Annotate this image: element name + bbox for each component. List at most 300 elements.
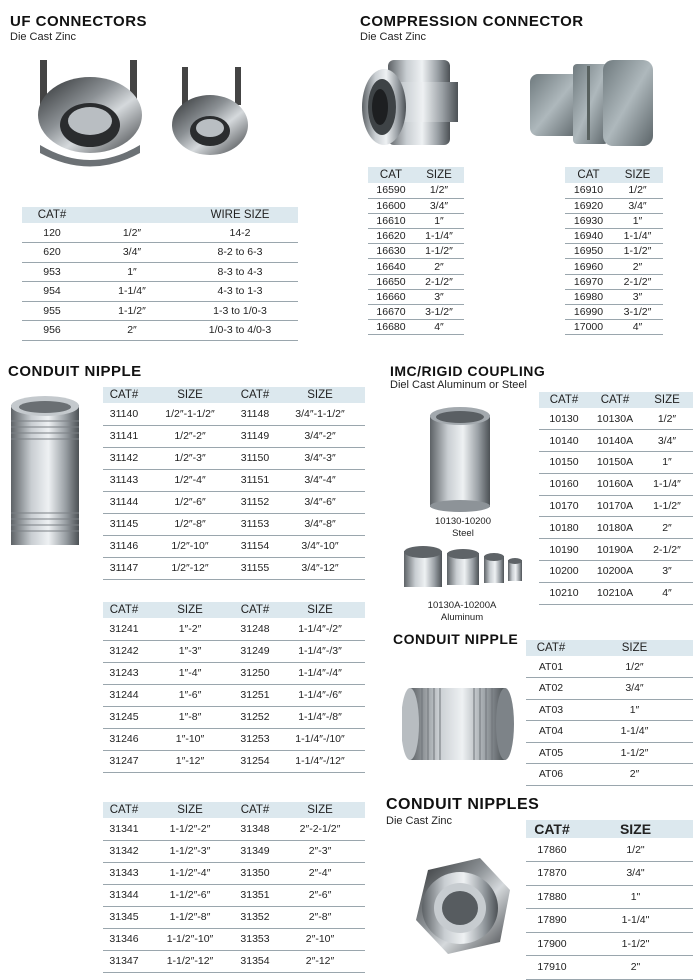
conduit-nipple-1-cell: 3/4″-6″ (275, 491, 365, 513)
uf-cell: 3/4″ (82, 243, 182, 263)
imc-row (539, 473, 693, 495)
imc-cell: 10210 (539, 582, 589, 604)
compression-table-2-header-cat: CAT (565, 167, 612, 183)
compression-table-2-header-size: SIZE (612, 167, 663, 183)
conduit-nipples-cell: 2" (578, 956, 693, 980)
compression-1-row (368, 305, 464, 320)
conduit-nipple-1-row (103, 535, 365, 557)
compression-connector-image-2 (525, 52, 660, 162)
conduit-nipple-2-row (103, 706, 365, 728)
imc-cell: 10140 (539, 430, 589, 452)
imc-header-cat-steel: CAT# (539, 392, 589, 408)
compression-1-cell: 2-1/2″ (414, 274, 464, 289)
conduit-nipple-3-cell: 1-1/2″-8″ (145, 906, 235, 928)
conduit-nipple-1-cell: 31140 (103, 403, 145, 425)
conduit-nipples-cell: 1-1/2" (578, 932, 693, 956)
imc-title: IMC/RIGID COUPLING (390, 363, 546, 379)
uf-row (22, 223, 298, 243)
compression-1-row (368, 320, 464, 335)
cn2-header-size-a: SIZE (145, 602, 235, 618)
conduit-nipple-2-cell: 31243 (103, 662, 145, 684)
conduit-nipple-1-row (103, 425, 365, 447)
uf-cell: 1-1/4″ (82, 282, 182, 302)
imc-cell: 10200A (589, 561, 641, 583)
imc-cell: 3″ (641, 561, 693, 583)
cns-header-size: SIZE (578, 820, 693, 838)
compression-table-2 (565, 167, 663, 335)
conduit-nipple-1-cell: 31151 (235, 469, 275, 491)
compression-1-row (368, 259, 464, 274)
steel-coupling-image (425, 405, 495, 515)
conduit-nipple-1-cell: 1/2″-10″ (145, 535, 235, 557)
uf-header-wire: WIRE SIZE (182, 207, 298, 223)
compression-2-cell: 3-1/2″ (612, 305, 663, 320)
imc-header-size: SIZE (641, 392, 693, 408)
compression-2-cell: 16970 (565, 274, 612, 289)
conduit-nipples-cell: 17910 (526, 956, 578, 980)
conduit-nipple-1-cell: 3/4″-10″ (275, 535, 365, 557)
cn3-header-cat-a: CAT# (103, 802, 145, 818)
compression-2-row (565, 213, 663, 228)
compression-1-row (368, 213, 464, 228)
conduit-nipple-2-cell: 1″-10″ (145, 728, 235, 750)
conduit-nipple-table-1 (103, 387, 365, 580)
conduit-nipple-1-cell: 1/2″-3″ (145, 447, 235, 469)
imc-row (539, 430, 693, 452)
conduit-nipple-2-row (103, 750, 365, 772)
conduit-nipple-1-cell: 3/4″-3″ (275, 447, 365, 469)
conduit-nipples-cell: 17890 (526, 909, 578, 933)
uf-cell: 8-3 to 4-3 (182, 262, 298, 282)
conduit-nipple-3-cell: 2″-10″ (275, 928, 365, 950)
compression-2-cell: 16920 (565, 198, 612, 213)
compression-2-cell: 2″ (612, 259, 663, 274)
conduit-nipple-3-cell: 31347 (103, 950, 145, 972)
imc-cell: 10140A (589, 430, 641, 452)
compression-1-row (368, 274, 464, 289)
compression-2-cell: 1″ (612, 213, 663, 228)
imc-row (539, 495, 693, 517)
compression-2-cell: 16990 (565, 305, 612, 320)
conduit-nipple-title: CONDUIT NIPPLE (8, 363, 142, 380)
conduit-nipple-2-cell: 1″-4″ (145, 662, 235, 684)
compression-1-row (368, 198, 464, 213)
uf-cell: 954 (22, 282, 82, 302)
conduit-nipple-3-cell: 1-1/2″-2″ (145, 818, 235, 840)
compression-1-cell: 16620 (368, 229, 414, 244)
conduit-nipples-subtitle: Die Cast Zinc (386, 815, 453, 827)
conduit-nipple-at-row (526, 764, 693, 786)
conduit-nipple-2-cell: 1-1/4″-/3″ (275, 640, 365, 662)
conduit-nipple-3-cell: 1-1/2″-4″ (145, 862, 235, 884)
conduit-nipple-at-cell: AT05 (526, 742, 576, 764)
conduit-nipple-2-cell: 1″-3″ (145, 640, 235, 662)
compression-2-row (565, 244, 663, 259)
conduit-nipple-1-cell: 1/2″-8″ (145, 513, 235, 535)
conduit-nipple-2-cell: 31244 (103, 684, 145, 706)
imc-cell: 4″ (641, 582, 693, 604)
conduit-nipple-2-row (103, 618, 365, 640)
conduit-nipple-1-cell: 1/2″-12″ (145, 557, 235, 579)
compression-2-cell: 3″ (612, 289, 663, 304)
cn2-header-cat-a: CAT# (103, 602, 145, 618)
imc-header-cat-aluminum: CAT# (589, 392, 641, 408)
conduit-nipple-3-cell: 31343 (103, 862, 145, 884)
conduit-nipple-at-title: CONDUIT NIPPLE (393, 631, 519, 647)
conduit-nipple-3-row (103, 862, 365, 884)
conduit-nipple-1-cell: 31152 (235, 491, 275, 513)
uf-cell: 1/2″ (82, 223, 182, 243)
conduit-nipple-2-cell: 1-1/4″-/2″ (275, 618, 365, 640)
compression-1-cell: 16600 (368, 198, 414, 213)
compression-2-row (565, 198, 663, 213)
imc-cell: 2″ (641, 517, 693, 539)
conduit-nipple-at-cell: 2″ (576, 764, 693, 786)
compression-1-cell: 16590 (368, 183, 414, 198)
imc-cell: 10170 (539, 495, 589, 517)
conduit-nipple-3-cell: 31345 (103, 906, 145, 928)
uf-row (22, 282, 298, 302)
conduit-nipple-3-cell: 31344 (103, 884, 145, 906)
conduit-nipple-3-row (103, 928, 365, 950)
compression-2-row (565, 229, 663, 244)
conduit-nipples-row (526, 862, 693, 886)
compression-1-row (368, 289, 464, 304)
conduit-nipple-1-cell: 31153 (235, 513, 275, 535)
compression-2-row (565, 274, 663, 289)
conduit-nipple-1-cell: 31148 (235, 403, 275, 425)
conduit-nipple-2-row (103, 728, 365, 750)
compression-2-cell: 16980 (565, 289, 612, 304)
conduit-nipple-2-cell: 1-1/4″-/12″ (275, 750, 365, 772)
compression-2-cell: 17000 (565, 320, 612, 335)
conduit-nipple-1-cell: 31149 (235, 425, 275, 447)
conduit-nipple-3-row (103, 818, 365, 840)
compression-2-row (565, 320, 663, 335)
compression-2-cell: 16910 (565, 183, 612, 198)
conduit-nipple-1-cell: 31141 (103, 425, 145, 447)
conduit-nipple-3-row (103, 840, 365, 862)
conduit-nipple-2-cell: 31246 (103, 728, 145, 750)
conduit-nipples-cell: 1" (578, 885, 693, 909)
compression-2-row (565, 183, 663, 198)
compression-1-cell: 1-1/4″ (414, 229, 464, 244)
conduit-nipple-3-cell: 2″-3″ (275, 840, 365, 862)
compression-2-row (565, 259, 663, 274)
conduit-nipple-2-cell: 1″-8″ (145, 706, 235, 728)
conduit-nipple-2-row (103, 662, 365, 684)
conduit-nipple-1-cell: 31142 (103, 447, 145, 469)
cn3-header-size-a: SIZE (145, 802, 235, 818)
compression-1-cell: 3-1/2″ (414, 305, 464, 320)
uf-cell: 1-1/2″ (82, 301, 182, 321)
at-header-size: SIZE (576, 640, 693, 656)
conduit-nipple-2-cell: 1″-6″ (145, 684, 235, 706)
imc-cell: 10190 (539, 539, 589, 561)
conduit-nipple-at-cell: 3/4″ (576, 678, 693, 700)
steel-caption-material: Steel (452, 528, 474, 539)
uf-title: UF CONNECTORS (10, 13, 148, 30)
uf-row (22, 321, 298, 341)
conduit-nipples-row (526, 838, 693, 862)
conduit-nipple-2-cell: 1-1/4″-/8″ (275, 706, 365, 728)
conduit-nipple-1-cell: 3/4″-1-1/2″ (275, 403, 365, 425)
conduit-nipple-3-cell: 2″-12″ (275, 950, 365, 972)
conduit-nipple-1-cell: 3/4″-2″ (275, 425, 365, 447)
conduit-nipple-at-row (526, 699, 693, 721)
uf-cell: 14-2 (182, 223, 298, 243)
compression-1-cell: 1″ (414, 213, 464, 228)
conduit-nipples-row (526, 932, 693, 956)
imc-row (539, 539, 693, 561)
compression-connector-image-1 (358, 52, 468, 162)
imc-cell: 10160A (589, 473, 641, 495)
conduit-nipple-2-cell: 31254 (235, 750, 275, 772)
conduit-nipple-2-cell: 31249 (235, 640, 275, 662)
compression-1-cell: 3″ (414, 289, 464, 304)
conduit-nipple-1-row (103, 403, 365, 425)
conduit-nipple-1-cell: 3/4″-8″ (275, 513, 365, 535)
imc-row (539, 582, 693, 604)
conduit-nipple-3-cell: 31348 (235, 818, 275, 840)
imc-subtitle: Diel Cast Aluminum or Steel (390, 379, 527, 391)
conduit-nipple-3-cell: 31349 (235, 840, 275, 862)
uf-subtitle: Die Cast Zinc (10, 31, 77, 43)
cn3-header-size-b: SIZE (275, 802, 365, 818)
compression-table-1-header-cat: CAT (368, 167, 414, 183)
compression-2-cell: 16960 (565, 259, 612, 274)
imc-cell: 10200 (539, 561, 589, 583)
compression-1-cell: 16610 (368, 213, 414, 228)
conduit-nipple-1-cell: 31144 (103, 491, 145, 513)
conduit-nipple-1-cell: 31150 (235, 447, 275, 469)
conduit-nipple-2-cell: 31250 (235, 662, 275, 684)
imc-cell: 10150A (589, 452, 641, 474)
conduit-nipple-at-table (526, 640, 693, 786)
compression-1-cell: 2″ (414, 259, 464, 274)
conduit-nipple-2-cell: 31242 (103, 640, 145, 662)
conduit-nipples-cell: 3/4" (578, 862, 693, 886)
imc-cell: 10170A (589, 495, 641, 517)
conduit-nipple-1-row (103, 469, 365, 491)
aluminum-coupling-image (402, 545, 527, 590)
conduit-nipple-3-cell: 31341 (103, 818, 145, 840)
conduit-nipple-3-row (103, 906, 365, 928)
conduit-nipple-1-cell: 31154 (235, 535, 275, 557)
conduit-nipple-2-cell: 31245 (103, 706, 145, 728)
uf-row (22, 243, 298, 263)
compression-1-cell: 16640 (368, 259, 414, 274)
uf-header-cat: CAT# (22, 207, 82, 223)
conduit-nipple-3-cell: 1-1/2″-12″ (145, 950, 235, 972)
compression-1-cell: 16630 (368, 244, 414, 259)
compression-2-row (565, 289, 663, 304)
conduit-nipple-2-cell: 1-1/4″-/10″ (275, 728, 365, 750)
conduit-nipples-cell: 17860 (526, 838, 578, 862)
imc-cell: 10180 (539, 517, 589, 539)
conduit-nipple-at-cell: 1/2″ (576, 656, 693, 678)
conduit-nipple-3-cell: 31350 (235, 862, 275, 884)
conduit-nipple-table-2 (103, 602, 365, 773)
conduit-nipple-1-cell: 31147 (103, 557, 145, 579)
conduit-nipple-2-cell: 31248 (235, 618, 275, 640)
compression-1-cell: 16660 (368, 289, 414, 304)
cn2-header-cat-b: CAT# (235, 602, 275, 618)
cn1-header-cat-a: CAT# (103, 387, 145, 403)
imc-cell: 10130 (539, 408, 589, 430)
conduit-nipple-3-cell: 2″-8″ (275, 906, 365, 928)
aluminum-caption-cat: 10130A-10200A (427, 600, 497, 611)
conduit-nipple-2-cell: 31247 (103, 750, 145, 772)
conduit-nipples-row (526, 885, 693, 909)
imc-cell: 1″ (641, 452, 693, 474)
conduit-nipple-1-cell: 1/2″-4″ (145, 469, 235, 491)
conduit-nipple-1-cell: 3/4″-4″ (275, 469, 365, 491)
compression-2-row (565, 305, 663, 320)
cn1-header-cat-b: CAT# (235, 387, 275, 403)
cn1-header-size-a: SIZE (145, 387, 235, 403)
conduit-nipple-1-row (103, 491, 365, 513)
conduit-nipples-title: CONDUIT NIPPLES (386, 796, 540, 813)
imc-cell: 10190A (589, 539, 641, 561)
uf-cell: 8-2 to 6-3 (182, 243, 298, 263)
conduit-nipple-1-cell: 3/4″-12″ (275, 557, 365, 579)
conduit-nipple-3-cell: 1-1/2″-10″ (145, 928, 235, 950)
compression-2-cell: 1/2″ (612, 183, 663, 198)
imc-row (539, 452, 693, 474)
conduit-nipple-1-row (103, 513, 365, 535)
conduit-nipple-3-cell: 2″-2-1/2″ (275, 818, 365, 840)
compression-1-row (368, 183, 464, 198)
conduit-nipple-3-cell: 31352 (235, 906, 275, 928)
conduit-nipple-1-cell: 31143 (103, 469, 145, 491)
conduit-nipple-3-cell: 31346 (103, 928, 145, 950)
conduit-nipple-2-cell: 1-1/4″-/6″ (275, 684, 365, 706)
conduit-nipple-1-cell: 31146 (103, 535, 145, 557)
conduit-nipple-at-cell: AT04 (526, 721, 576, 743)
uf-cell: 120 (22, 223, 82, 243)
uf-row (22, 301, 298, 321)
imc-cell: 10210A (589, 582, 641, 604)
conduit-nipple-2-cell: 1″-12″ (145, 750, 235, 772)
aluminum-caption-material: Aluminum (440, 612, 484, 623)
uf-cell: 956 (22, 321, 82, 341)
uf-cell: 2″ (82, 321, 182, 341)
conduit-nipple-at-cell: 1″ (576, 699, 693, 721)
compression-2-cell: 4″ (612, 320, 663, 335)
conduit-nipple-3-row (103, 884, 365, 906)
conduit-nipple-3-cell: 1-1/2″-3″ (145, 840, 235, 862)
uf-cell: 1-3 to 1/0-3 (182, 301, 298, 321)
conduit-nipple-at-cell: AT02 (526, 678, 576, 700)
imc-row (539, 408, 693, 430)
uf-table (22, 207, 298, 341)
conduit-nipple-3-cell: 2″-6″ (275, 884, 365, 906)
conduit-nipples-row (526, 909, 693, 933)
imc-cell: 10150 (539, 452, 589, 474)
conduit-nipple-3-cell: 31342 (103, 840, 145, 862)
conduit-nipples-cell: 1/2" (578, 838, 693, 862)
conduit-nipple-3-cell: 2″-4″ (275, 862, 365, 884)
conduit-nipple-1-row (103, 447, 365, 469)
imc-cell: 10130A (589, 408, 641, 430)
conduit-nipples-cell: 17900 (526, 932, 578, 956)
conduit-nipple-at-row (526, 656, 693, 678)
conduit-nipple-2-row (103, 684, 365, 706)
imc-cell: 1-1/4″ (641, 473, 693, 495)
conduit-nipples-cell: 1-1/4" (578, 909, 693, 933)
compression-1-cell: 1/2″ (414, 183, 464, 198)
conduit-nipple-3-row (103, 950, 365, 972)
compression-2-cell: 2-1/2″ (612, 274, 663, 289)
conduit-nipple-1-row (103, 557, 365, 579)
imc-table (539, 392, 693, 605)
conduit-nipple-3-cell: 31351 (235, 884, 275, 906)
compression-2-cell: 3/4″ (612, 198, 663, 213)
imc-cell: 1/2″ (641, 408, 693, 430)
conduit-nipple-2-cell: 31241 (103, 618, 145, 640)
conduit-nipple-at-cell: AT03 (526, 699, 576, 721)
conduit-nipple-2-row (103, 640, 365, 662)
conduit-nipple-2-cell: 31252 (235, 706, 275, 728)
uf-connector-image (30, 55, 280, 175)
compression-2-cell: 16930 (565, 213, 612, 228)
compression-1-row (368, 244, 464, 259)
conduit-nipple-3-cell: 1-1/2″-6″ (145, 884, 235, 906)
conduit-nipple-at-row (526, 742, 693, 764)
compression-2-cell: 1-1/2″ (612, 244, 663, 259)
conduit-nipple-at-row (526, 678, 693, 700)
conduit-nipple-at-cell: 1-1/2″ (576, 742, 693, 764)
compression-subtitle: Die Cast Zinc (360, 31, 427, 43)
conduit-nipple-1-cell: 1/2″-6″ (145, 491, 235, 513)
conduit-nipple-table-3 (103, 802, 365, 973)
uf-cell: 1″ (82, 262, 182, 282)
compression-1-cell: 3/4″ (414, 198, 464, 213)
steel-caption-cat: 10130-10200 (435, 516, 491, 527)
conduit-nipple-at-cell: AT01 (526, 656, 576, 678)
compression-2-cell: 16940 (565, 229, 612, 244)
compression-title: COMPRESSION CONNECTOR (360, 13, 584, 30)
conduit-nipple-2-cell: 31251 (235, 684, 275, 706)
at-header-cat: CAT# (526, 640, 576, 656)
conduit-nipples-table (526, 820, 693, 980)
imc-row (539, 517, 693, 539)
uf-cell: 1/0-3 to 4/0-3 (182, 321, 298, 341)
compression-1-cell: 16670 (368, 305, 414, 320)
conduit-nipple-image (5, 393, 85, 553)
compression-1-cell: 1-1/2″ (414, 244, 464, 259)
conduit-nipples-row (526, 956, 693, 980)
compression-table-1-header-size: SIZE (414, 167, 464, 183)
conduit-nipple-1-cell: 1/2″-2″ (145, 425, 235, 447)
compression-1-cell: 4″ (414, 320, 464, 335)
imc-cell: 3/4″ (641, 430, 693, 452)
cn2-header-size-b: SIZE (275, 602, 365, 618)
uf-row (22, 262, 298, 282)
conduit-nipple-2-cell: 1-1/4″-/4″ (275, 662, 365, 684)
uf-cell: 953 (22, 262, 82, 282)
conduit-nipple-at-cell: AT06 (526, 764, 576, 786)
compression-1-cell: 16650 (368, 274, 414, 289)
conduit-nipple-1-cell: 31145 (103, 513, 145, 535)
conduit-nipples-cell: 17870 (526, 862, 578, 886)
conduit-nipple-1-cell: 1/2″-1-1/2″ (145, 403, 235, 425)
conduit-nipple-1-cell: 31155 (235, 557, 275, 579)
conduit-nipple-3-cell: 31353 (235, 928, 275, 950)
imc-cell: 10180A (589, 517, 641, 539)
uf-cell: 4-3 to 1-3 (182, 282, 298, 302)
